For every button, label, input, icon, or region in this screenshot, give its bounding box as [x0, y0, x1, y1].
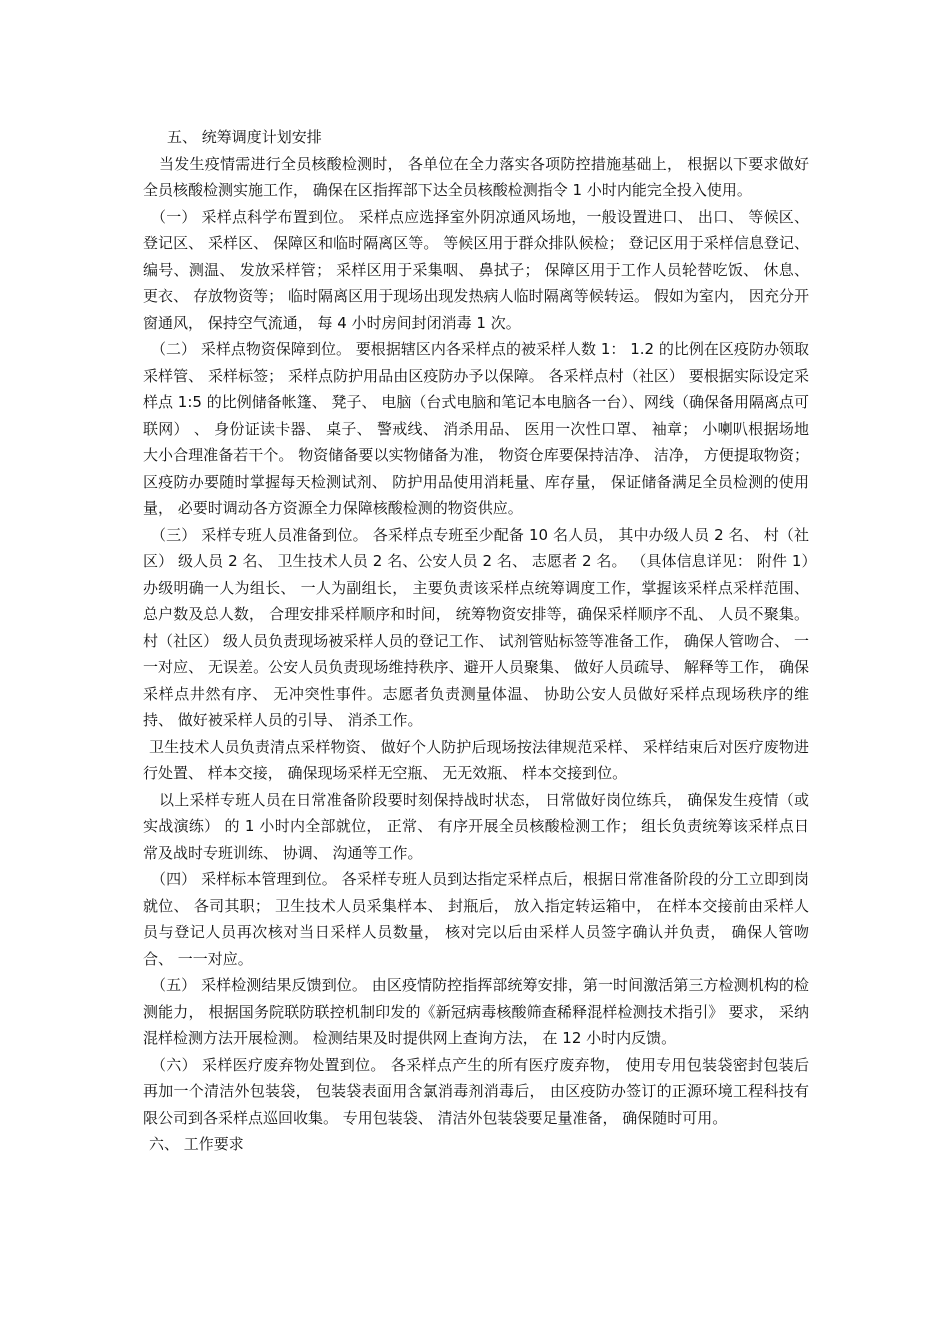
item-3-paragraph: （三） 采样专班人员准备到位。 各采样点专班至少配备 10 名人员， 其中办级人员 2 名、 村（社区） 级人员 2 名、 卫生技术人员 2 名、公安人员 2 名、 志愿者 2 名。 （具体信息详见： 附件 1）办级明确一人为组长、 一人为副组长， 主要负责该采样点统筹调度工作，掌握该采样点采样范围、 总户数及总人数， 合理安排采样顺序和时间， 统筹物资安排等，确保采样顺序不乱、 人员不聚集。村（社区） 级人员负责现场被采样人员的登记工作、 试剂管贴标签等准备工作， 确保人管吻合、 一一对应、 无误差。公安人员负责现场维持秩序、避开人员聚集、 做好人员疏导、 解释等工作， 确保采样点井然有序、 无冲突性事件。志愿者负责测量体温、 协助公安人员做好采样点现场秩序的维持、 做好被采样人员的引导、 消杀工作。 [143, 525, 809, 729]
item-4-paragraph: （四） 采样标本管理到位。 各采样专班人员到达指定采样点后，根据日常准备阶段的分工立即到岗就位、 各司其职； 卫生技术人员采集样本、 封瓶后， 放入指定转运箱中， 在样本交接前由采样人员与登记人员再次核对当日采样人员数量， 核对完以后由采样人员签字确认并负责， 确保人管吻合、 一一对应。 [143, 870, 809, 968]
intro-paragraph: 当发生疫情需进行全员核酸检测时， 各单位在全力落实各项防控措施基础上， 根据以下要求做好全员核酸检测实施工作， 确保在区指挥部下达全员核酸检测指令 1 小时内能完全投入使用。 [143, 154, 809, 199]
item-2-paragraph: （二） 采样点物资保障到位。 要根据辖区内各采样点的被采样人数 1： 1.2 的比例在区疫防办领取采样管、 采样标签； 采样点防护用品由区疫防办予以保障。 各采样点村（社区） 要根据实际设定采样点 1:5 的比例储备帐篷、 凳子、 电脑（台式电脑和笔记本电脑各一台）、网线（确保备用隔离点可联网） 、 身份证读卡器、 桌子、 警戒线、 消杀用品、 医用一次性口罩、 袖章； 小喇叭根据场地大小合理准备若干个。 物资储备要以实物储备为准， 物资仓库要保持洁净、 洁净， 方便提取物资； 区疫防办要随时掌握每天检测试剂、 防护用品使用消耗量、库存量， 保证储备满足全员检测的使用量， 必要时调动各方资源全力保障核酸检测的物资供应。 [143, 340, 809, 517]
section-heading-6: 六、 工作要求 [149, 1135, 244, 1153]
item-1-paragraph: （一） 采样点科学布置到位。 采样点应选择室外阴凉通风场地，一般设置进口、 出口、 等候区、 登记区、 采样区、 保障区和临时隔离区等。 等候区用于群众排队候检； 登记区用于采样信息登记、 编号、测温、 发放采样管； 采样区用于采集咽、 鼻拭子； 保障区用于工作人员轮替吃饭、 休息、 更衣、 存放物资等； 临时隔离区用于现场出现发热病人临时隔离等候转运。 假如为室内， 因充分开窗通风， 保持空气流通， 每 4 小时房间封闭消毒 1 次。 [143, 207, 809, 332]
section-heading-5: 五、 统筹调度计划安排 [167, 128, 322, 146]
item-3-standby-paragraph: 以上采样专班人员在日常准备阶段要时刻保持战时状态， 日常做好岗位练兵， 确保发生疫情（或实战演练） 的 1 小时内全部就位， 正常、 有序开展全员核酸检测工作； 组长负责统筹该采样点日常及战时专班训练、 协调、 沟通等工作。 [143, 790, 809, 862]
item-3-tech-paragraph: 卫生技术人员负责清点采样物资、 做好个人防护后现场按法律规范采样、 采样结束后对医疗废物进行处置、 样本交接， 确保现场采样无空瓶、 无无效瓶、 样本交接到位。 [143, 737, 809, 782]
item-5-paragraph: （五） 采样检测结果反馈到位。 由区疫情防控指挥部统筹安排，第一时间激活第三方检测机构的检测能力， 根据国务院联防联控机制印发的《新冠病毒核酸筛查稀释混样检测技术指引》 要求， 采纳混样检测方法开展检测。 检测结果及时提供网上查询方法， 在 12 小时内反馈。 [143, 976, 809, 1047]
document-body [143, 124, 809, 1158]
item-6-paragraph: （六） 采样医疗废弃物处置到位。 各采样点产生的所有医疗废弃物， 使用专用包装袋密封包装后再加一个清洁外包装袋， 包装袋表面用含氯消毒剂消毒后， 由区疫防办签订的正源环境工程科技有限公司到各采样点巡回收集。 专用包装袋、 清洁外包装袋要足量准备， 确保随时可用。 [143, 1055, 809, 1127]
